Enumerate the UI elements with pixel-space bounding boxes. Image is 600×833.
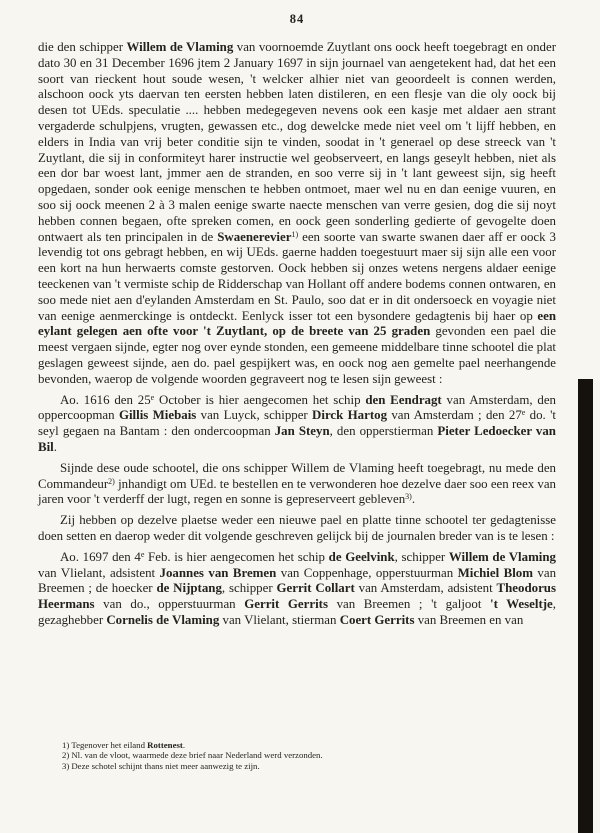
- text-run: van Coppenhage, opperstuurman: [276, 565, 458, 580]
- paragraph: [38, 393, 556, 456]
- ordinal-sup: e: [140, 549, 145, 559]
- paragraph: [38, 40, 556, 388]
- bold-text-run: de Geelvink: [328, 549, 395, 564]
- footnote-ref: 1): [291, 229, 299, 239]
- text-run: Sijnde dese oude schootel, die ons schipper Willem de Vlaming heeft toegebragt, nu mede den Commandeur: [38, 460, 556, 491]
- text-run: Nl. van de vloot, waarmede deze brief naar Nederland werd verzonden.: [71, 750, 323, 761]
- bold-text-run: Cornelis de Vlaming: [106, 612, 220, 627]
- bold-text-run: Willem de Vlaming: [126, 40, 234, 54]
- paragraph: [38, 550, 556, 629]
- page-number: 84: [289, 12, 305, 26]
- text-run: een soorte van swarte swanen daer aff er oock 3 levendig tot ons gebragt hebben, en wij UEds. gaerne hadden toegestuurt maer sij sijn alle een voor een kort na hun herwaerts comste gestorven. Oock hebben sij onzes wetens nergens aldaer eenige teeckenen van 't vermiste schip de Ridderschap van Hollant off andere bodems connen ontwaren, en soo mede niet aen d'eylanden Amsterdam en St. Paulo, soo dat er in dit ondersoeck en voyagie niet van eenige aenmerckinge is ontdeckt. Eenlyck isser tot een bysondere gedagtenis bij haer op: [38, 229, 556, 323]
- text-run: van Amsterdam, den oppercoopman: [38, 392, 556, 423]
- footnote: [62, 740, 558, 750]
- bold-text-run: Pieter Ledoecker van Bil: [38, 424, 556, 454]
- paragraph: [38, 461, 556, 508]
- text-run: van Luyck, schipper: [196, 408, 313, 423]
- footnote: [62, 761, 558, 771]
- ordinal-sup: e: [150, 392, 155, 402]
- bold-text-run: Rottenest: [147, 740, 183, 750]
- text-run: .: [53, 439, 57, 454]
- text-run: van Breemen en van: [414, 612, 524, 627]
- text-run: Feb. is hier aengecomen het schip: [144, 549, 329, 564]
- text-run: gevonden een pael die meest vergaen sijnde, egter nog over eynde stonden, een gemeene middelbare tinne schootel die plat geslagen geweest sijnde, aen do. pael gespijkert was, en oock nog aen gemelte pael neerhangende bevonden, waerop de volgende woorden gegraveert nog te lesen sijn geweest :: [38, 324, 556, 386]
- bold-text-run: Gerrit Collart: [276, 581, 355, 596]
- bold-text-run: Gillis Miebais: [118, 408, 197, 423]
- footnote-marker: 2): [62, 750, 70, 761]
- text-run: Tegenover het eiland: [71, 740, 148, 750]
- footnote: [62, 750, 558, 760]
- footnote-ref: 3): [405, 492, 412, 502]
- text-run: van voornoemde Zuytlant ons oock heeft toegebragt en onder dato 30 en 31 December 1696 jtem 2 January 1697 in sijn journael van aengetekent had, dat het een soort van rieckent hout soude wesen, 't welcker alhier niet van geoordeelt is connen werden, alschoon oock yts daervan ten eersten hebben laten distileren, en een flesje van die oly oock bij desen tot UEds. speculatie .... hebben medegegeven nevens ook een kasje met aldaer aen strant vergaderde schulpjens, vrugten, gewassen etc., dog dewelcke mede niet veel om 't lijff hebben, en elders in India van vrij beter conditie sijn te vinden, soodat in 't generael op dese streeck van 't Zuytlant, die sij in conformiteyt harer instructie wel geobserveert, en langs geseylt hebben, niet als een dor bar woest lant, jmmer aen de stranden, en soo verre sij in 't lant geweest sijn, sig heeft opgedaen, sonder ook eenige menschen te hebben ontmoet, maer wel nu en dan eenige vuuren, en soo sij oock meenen 2 à 3 malen eenige swarte naecte menschen van verre gesien, dog die sij noyt hebben connen begaen, ofte spreken comen, en oock geen sonderling gedierte of gevogelte doen ontwaert als ten principalen in de: [38, 40, 557, 244]
- text-run: .: [411, 492, 416, 507]
- text-run: jnhandigt om UEd. te bestellen en te verwonderen hoe dezelve daer soo een reex van jaren voor 't verderff der lugt, regen en sonne is gepreserveert gebleven: [38, 476, 556, 507]
- text-run: van do., opperstuurman: [94, 597, 245, 612]
- bold-text-run: Michiel Blom: [457, 565, 533, 580]
- text-run: Zij hebben op dezelve plaetse weder een nieuwe pael en platte tinne schootel ter gedagtenisse doen setten en daerop weder dit volgende geschreven gelijck bij de journalen breder van is te lesen :: [38, 513, 556, 543]
- bold-text-run: Joannes van Bremen: [159, 565, 277, 580]
- body-text: [38, 40, 556, 634]
- bold-text-run: Jan Steyn: [274, 424, 330, 439]
- text-run: , schipper: [394, 549, 449, 564]
- bold-text-run: Willem de Vlaming: [448, 549, 557, 564]
- text-run: van Amsterdam, adsistent: [354, 581, 497, 596]
- text-run: , gezaghebber: [38, 597, 556, 627]
- footnote-ref: 2): [108, 476, 115, 486]
- footnote-marker: 1): [62, 740, 70, 750]
- text-run: van Breemen ; de hoecker: [38, 565, 557, 596]
- text-run: van Breemen ; 't galjoot: [327, 597, 490, 612]
- bold-text-run: de Nijptang: [156, 581, 222, 596]
- bold-text-run: een eylant gelegen aen ofte voor 't Zuytlant, op de breete van 25 graden: [38, 308, 556, 339]
- text-run: van Vlielant, stierman: [219, 612, 340, 627]
- text-run: , schipper: [221, 581, 277, 596]
- text-run: van Amsterdam ; den 27: [387, 408, 522, 423]
- text-run: die den schipper: [38, 40, 127, 54]
- text-run: October is hier aengecomen het schip: [154, 392, 366, 407]
- text-run: do. 't seyl gegaen na Bantam : den ondercoopman: [38, 408, 557, 439]
- bold-text-run: den Eendragt: [365, 392, 442, 407]
- bold-text-run: Theodorus Heermans: [38, 581, 556, 612]
- bold-text-run: Gerrit Gerrits: [244, 597, 328, 612]
- footnotes: [62, 740, 558, 771]
- bold-text-run: 't Weseltje: [490, 597, 553, 612]
- ordinal-sup: e: [521, 408, 526, 418]
- text-run: , den opperstierman: [329, 424, 438, 439]
- footnote-marker: 3): [62, 760, 70, 771]
- text-run: Deze schotel schijnt thans niet meer aanwezig te zijn.: [71, 760, 260, 771]
- text-run: .: [182, 740, 186, 750]
- bold-text-run: Dirck Hartog: [312, 408, 388, 423]
- paragraph: [38, 513, 556, 545]
- text-run: Ao. 1616 den 25: [60, 392, 151, 407]
- text-run: van Vlielant, adsistent: [38, 565, 160, 580]
- text-run: Ao. 1697 den 4: [60, 549, 141, 564]
- bold-text-run: Swaenerevier: [217, 229, 292, 244]
- scan-artifact-right-bar: [578, 379, 593, 833]
- bold-text-run: Coert Gerrits: [339, 612, 415, 627]
